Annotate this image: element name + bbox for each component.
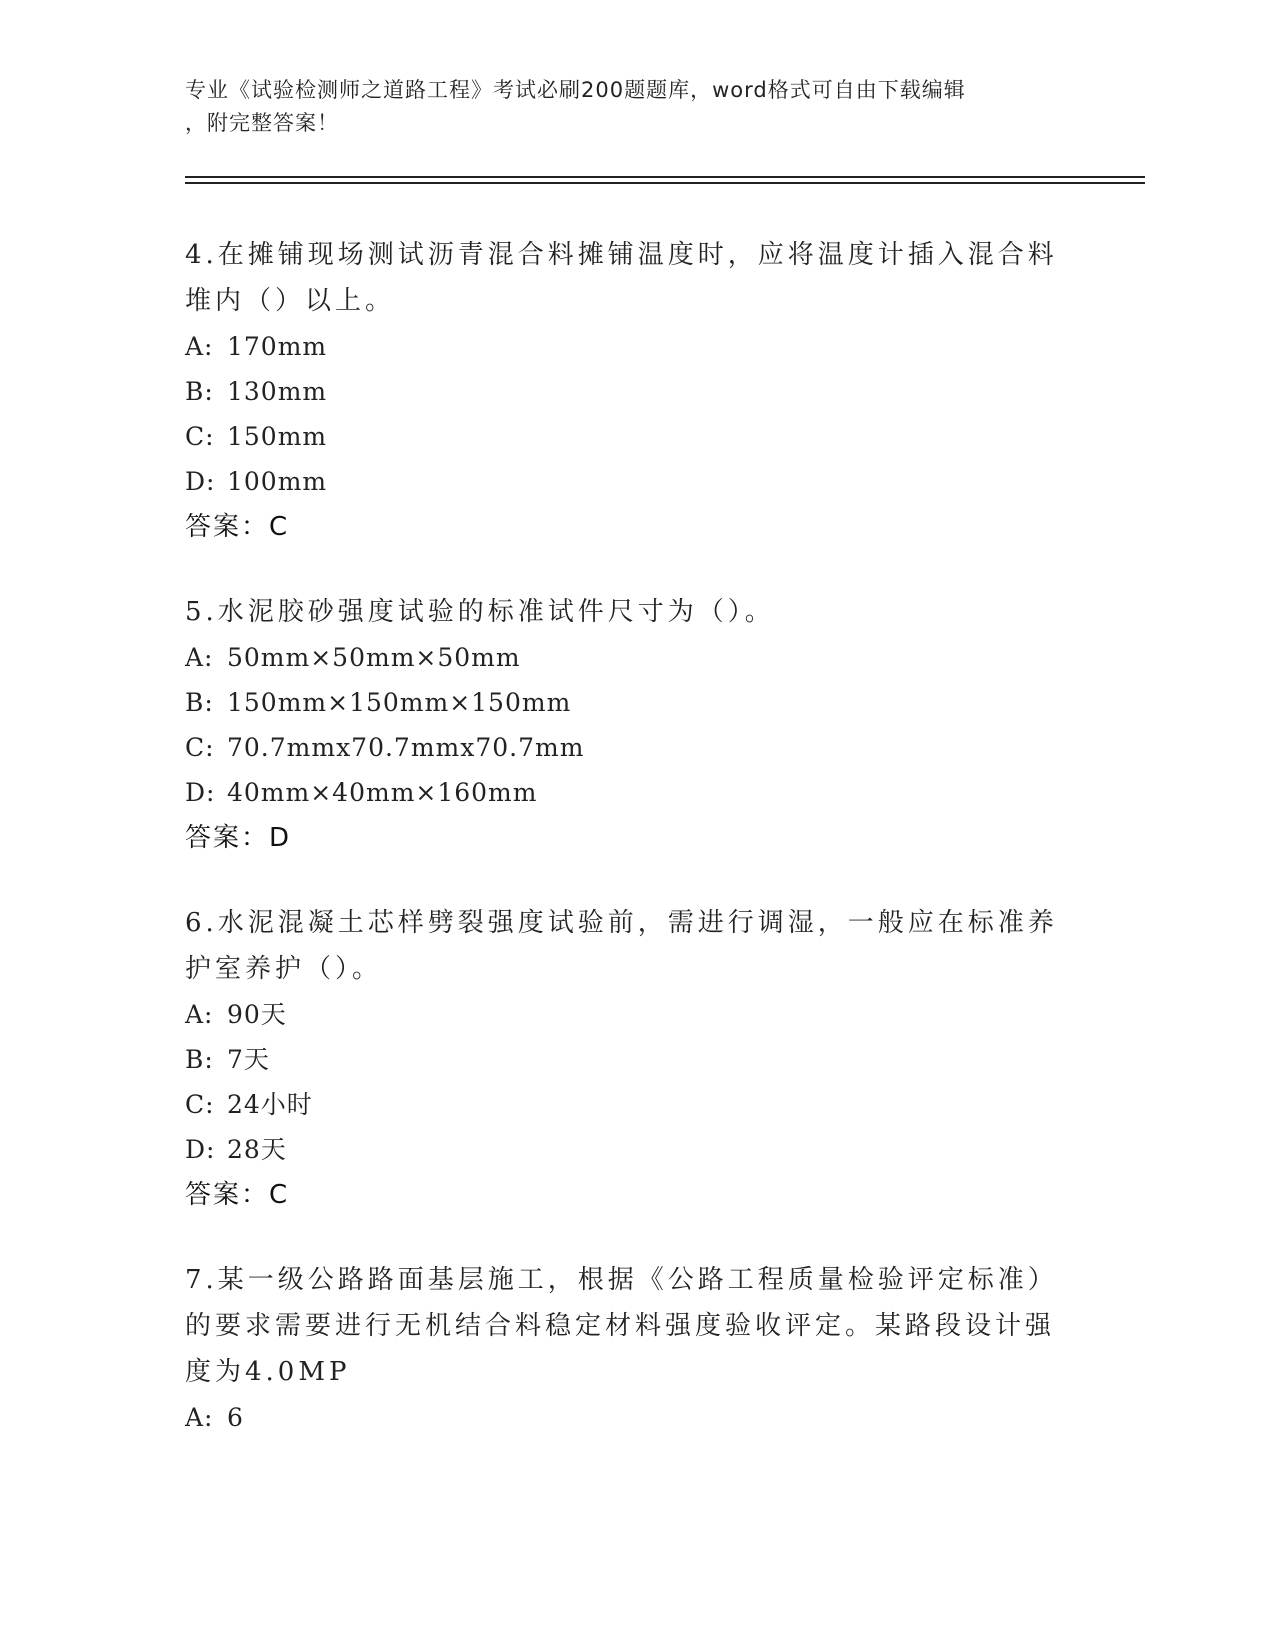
- option-letter: C:: [185, 1090, 215, 1119]
- option-value: 6: [227, 1403, 244, 1432]
- option-letter: A:: [185, 1403, 214, 1432]
- answer-text: 答案：C: [185, 512, 290, 542]
- option-a: [185, 635, 1065, 680]
- question-item: [185, 1257, 1065, 1440]
- header-divider-bottom: [185, 182, 1145, 184]
- question-text: 7.某一级公路路面基层施工，根据《公路工程质量检验评定标准）的要求需要进行无机结合料稳定材料强度验收评定。某路段设计强度为4.0MP: [185, 1265, 1058, 1387]
- option-value: 90天: [227, 1000, 287, 1029]
- option-a: [185, 992, 1065, 1037]
- option-letter: D:: [185, 778, 216, 807]
- document-header: [185, 74, 1085, 140]
- header-line-1: 专业《试验检测师之道路工程》考试必刷200题题库，word格式可自由下载编辑: [185, 78, 966, 102]
- question-list: [185, 232, 1065, 1479]
- option-value: 130mm: [227, 377, 328, 406]
- option-letter: C:: [185, 733, 215, 762]
- option-b: [185, 680, 1065, 725]
- question-item: [185, 232, 1065, 550]
- option-letter: B:: [185, 688, 214, 717]
- option-d: [185, 1127, 1065, 1172]
- option-letter: D:: [185, 1135, 216, 1164]
- option-a: [185, 324, 1065, 369]
- option-value: 28天: [227, 1135, 287, 1164]
- option-value: 70.7mmx70.7mmx70.7mm: [227, 733, 585, 762]
- option-letter: D:: [185, 467, 216, 496]
- option-letter: C:: [185, 422, 215, 451]
- answer-text: 答案：D: [185, 823, 292, 853]
- option-d: [185, 459, 1065, 504]
- question-item: [185, 900, 1065, 1218]
- option-letter: B:: [185, 1045, 214, 1074]
- option-value: 150mm×150mm×150mm: [227, 688, 572, 717]
- option-value: 100mm: [227, 467, 328, 496]
- option-value: 50mm×50mm×50mm: [227, 643, 521, 672]
- header-line-2: ，附完整答案！: [185, 111, 339, 135]
- option-letter: B:: [185, 377, 214, 406]
- option-letter: A:: [185, 643, 214, 672]
- answer-text: 答案：C: [185, 1180, 290, 1210]
- option-value: 24小时: [227, 1090, 313, 1119]
- option-c: [185, 725, 1065, 770]
- option-value: 40mm×40mm×160mm: [227, 778, 538, 807]
- option-a: [185, 1395, 1065, 1440]
- question-text: 4.在摊铺现场测试沥青混合料摊铺温度时，应将温度计插入混合料堆内（）以上。: [185, 240, 1058, 316]
- option-letter: A:: [185, 332, 214, 361]
- option-letter: A:: [185, 1000, 214, 1029]
- option-c: [185, 1082, 1065, 1127]
- option-b: [185, 1037, 1065, 1082]
- option-d: [185, 770, 1065, 815]
- question-text: 5.水泥胶砂强度试验的标准试件尺寸为（）。: [185, 597, 775, 627]
- option-value: 7天: [227, 1045, 270, 1074]
- question-text: 6.水泥混凝土芯样劈裂强度试验前，需进行调湿，一般应在标准养护室养护（）。: [185, 908, 1058, 984]
- option-c: [185, 414, 1065, 459]
- header-divider-top: [185, 176, 1145, 178]
- option-value: 150mm: [227, 422, 328, 451]
- option-value: 170mm: [227, 332, 328, 361]
- question-item: [185, 589, 1065, 861]
- option-b: [185, 369, 1065, 414]
